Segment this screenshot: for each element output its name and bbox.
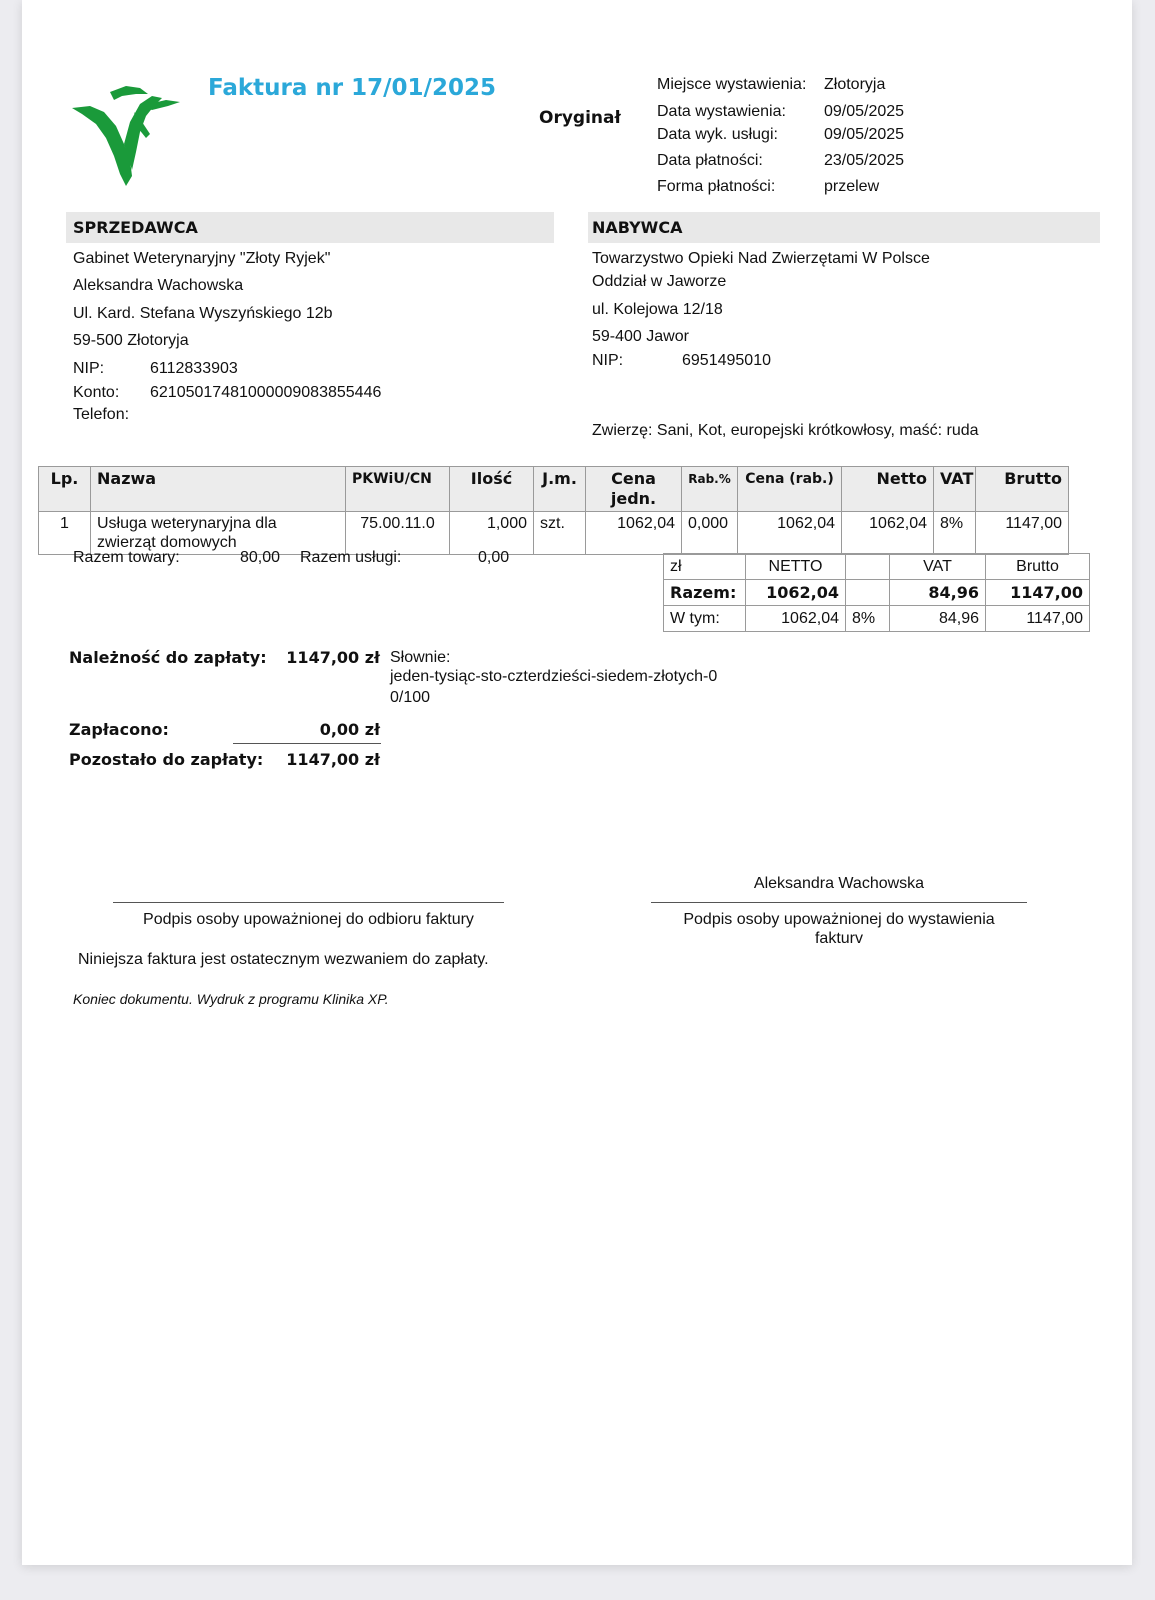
row-name-line1: Usługa weterynaryjna dla: [97, 515, 277, 532]
row-qty: 1,000: [450, 512, 534, 555]
summary-total-vat: 84,96: [890, 580, 986, 606]
summary-currency: zł: [664, 554, 746, 580]
amount-words-line2: 0/100: [390, 689, 431, 706]
paid-divider: [233, 743, 381, 744]
summary-total-net: 1062,04: [746, 580, 846, 606]
animal-info: Zwierzę: Sani, Kot, europejski krótkowłosy, maść: ruda: [592, 422, 979, 439]
buyer-name-line2: Oddział w Jaworze: [592, 273, 727, 290]
goods-total-value: 80,00: [240, 549, 281, 566]
summary-h-gross: Brutto: [986, 554, 1090, 580]
final-notice: Niniejsza faktura jest ostatecznym wezwaniem do zapłaty.: [78, 951, 489, 968]
buyer-heading: NABYWCA: [592, 218, 683, 237]
col-lp: Lp.: [39, 467, 91, 512]
row-unit: szt.: [534, 512, 586, 555]
payment-form-label: Forma płatności:: [657, 178, 776, 195]
remaining-label: Pozostało do zapłaty:: [69, 750, 264, 769]
services-total-label: Razem usługi:: [300, 549, 402, 566]
items-table: [38, 466, 1069, 555]
receiver-signature-caption: Podpis osoby upoważnionej do odbioru faktury: [143, 911, 474, 928]
summary-total-label: Razem:: [664, 580, 746, 606]
buyer-name-line1: Towarzystwo Opieki Nad Zwierzętami W Polsce: [592, 250, 930, 267]
summary-incl-label: W tym:: [664, 606, 746, 632]
amount-due-value: 1147,00 zł: [286, 648, 380, 667]
col-net: Netto: [842, 467, 934, 512]
col-discount: Rab.%: [682, 467, 738, 512]
row-vat: 8%: [934, 512, 976, 555]
vat-summary-table: [663, 553, 1090, 632]
paid-label: Zapłacono:: [69, 720, 169, 739]
seller-name: Gabinet Weterynaryjny "Złoty Ryjek": [73, 250, 331, 267]
goods-total-label: Razem towary:: [73, 549, 180, 566]
original-label: Oryginał: [539, 108, 621, 128]
summary-header-row: [664, 554, 1090, 580]
issuer-signature-line: [651, 902, 1027, 903]
remaining-value: 1147,00 zł: [286, 750, 380, 769]
col-qty: Ilość: [450, 467, 534, 512]
col-gross: Brutto: [976, 467, 1069, 512]
seller-account-value: 62105017481000009083855446: [150, 384, 382, 401]
summary-incl-rate: 8%: [846, 606, 890, 632]
services-total-value: 0,00: [478, 549, 510, 566]
summary-incl-vat: 84,96: [890, 606, 986, 632]
payment-form-value: przelew: [824, 178, 880, 195]
amount-words-line1: jeden-tysiąc-sto-czterdzieści-siedem-złotych-0: [390, 668, 718, 685]
seller-heading: SPRZEDAWCA: [73, 218, 198, 237]
table-row: [39, 512, 1069, 555]
summary-incl-net: 1062,04: [746, 606, 846, 632]
summary-total-empty: [846, 580, 890, 606]
seller-nip-label: NIP:: [73, 360, 105, 377]
issuer-signature-caption-line2: fakturv: [814, 930, 863, 947]
row-pkwiu: 75.00.11.0: [346, 512, 450, 555]
summary-h-vat: VAT: [890, 554, 986, 580]
issue-date-value: 09/05/2025: [824, 103, 905, 120]
payment-date-value: 23/05/2025: [824, 152, 905, 169]
summary-h-net: NETTO: [746, 554, 846, 580]
col-name: Nazwa: [91, 467, 346, 512]
row-lp: 1: [39, 512, 91, 555]
summary-incl-row: [664, 606, 1090, 632]
amount-due-label: Należność do zapłaty:: [69, 648, 267, 667]
col-unit-price: Cena jedn.: [586, 467, 682, 512]
issue-date-label: Data wystawienia:: [657, 103, 786, 120]
service-date-label: Data wyk. usługi:: [657, 126, 778, 143]
seller-phone-label: Telefon:: [73, 406, 130, 423]
row-gross: 1147,00: [976, 512, 1069, 555]
col-price-disc: Cena (rab.): [738, 467, 842, 512]
buyer-city: 59-400 Jawor: [592, 328, 689, 345]
seller-account-label: Konto:: [73, 384, 120, 401]
row-net: 1062,04: [842, 512, 934, 555]
seller-person: Aleksandra Wachowska: [73, 277, 244, 294]
col-pkwiu: PKWiU/CN: [346, 467, 450, 512]
summary-total-gross: 1147,00: [986, 580, 1090, 606]
seller-city: 59-500 Złotoryja: [73, 332, 189, 349]
row-discount: 0,000: [682, 512, 738, 555]
col-vat: VAT: [934, 467, 976, 512]
row-price-disc: 1062,04: [738, 512, 842, 555]
place-value: Złotoryja: [824, 76, 886, 93]
buyer-street: ul. Kolejowa 12/18: [592, 301, 723, 318]
service-date-value: 09/05/2025: [824, 126, 905, 143]
row-name-line2: zwierząt domowych: [97, 534, 237, 551]
row-unit-price: 1062,04: [586, 512, 682, 555]
place-label: Miejsce wystawienia:: [657, 76, 807, 93]
buyer-nip-label: NIP:: [592, 352, 624, 369]
summary-incl-gross: 1147,00: [986, 606, 1090, 632]
paid-value: 0,00 zł: [319, 720, 380, 739]
col-unit: J.m.: [534, 467, 586, 512]
amount-words-label: Słownie:: [390, 649, 451, 666]
summary-total-row: [664, 580, 1090, 606]
seller-street: Ul. Kard. Stefana Wyszyńskiego 12b: [73, 305, 333, 322]
summary-h-empty: [846, 554, 890, 580]
buyer-nip-value: 6951495010: [682, 352, 771, 369]
receiver-signature-line: [113, 902, 504, 903]
items-header-row: [39, 467, 1069, 512]
seller-nip-value: 6112833903: [150, 360, 238, 377]
vet-clinic-logo-icon: [70, 82, 182, 188]
issuer-signature-caption-line1: Podpis osoby upoważnionej do wystawienia: [683, 911, 995, 928]
payment-date-label: Data płatności:: [657, 152, 763, 169]
end-note: Koniec dokumentu. Wydruk z programu Klinika XP.: [73, 991, 389, 1007]
invoice-title: Faktura nr 17/01/2025: [208, 75, 496, 101]
issuer-name: Aleksandra Wachowska: [753, 875, 925, 892]
